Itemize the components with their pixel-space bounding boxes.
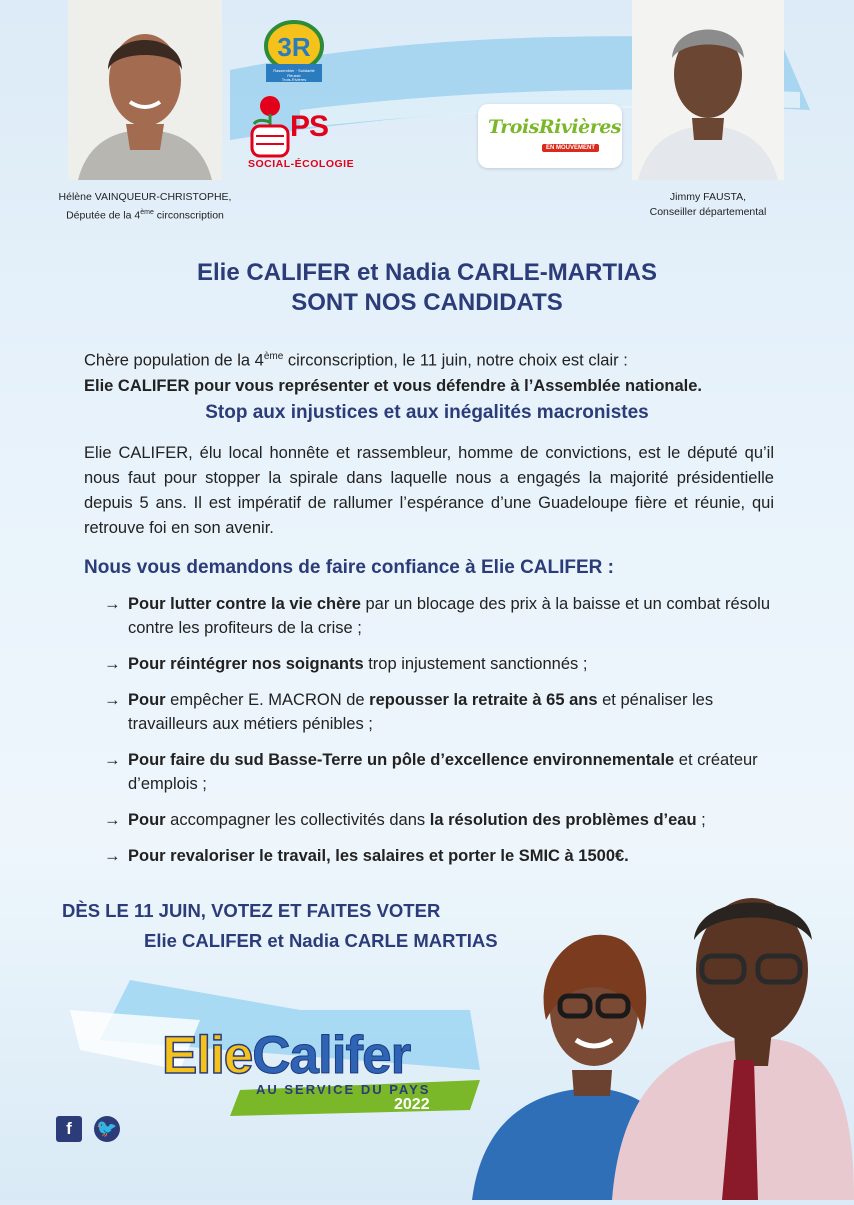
item-2-bold: Pour réintégrer nos soignants [128, 655, 364, 673]
trois-rivieres-tag: EN MOUVEMENT [542, 144, 599, 152]
photo-jimmy-fausta [632, 0, 784, 180]
list-item [104, 844, 776, 868]
list-item [104, 808, 776, 832]
item-4-bold: Pour faire du sud Basse-Terre un pôle d’excellence environnementale [128, 751, 675, 769]
logo-3r-line3: Trois-Rivières [281, 77, 307, 82]
intro-bold: Elie CALIFER pour vous représenter et vous défendre à l’Assemblée nationale. [84, 376, 703, 395]
item-5-text-2: ; [696, 811, 706, 829]
twitter-glyph: 🐦 [96, 1119, 118, 1138]
cta-line-2: Elie CALIFER et Nadia CARLE MARTIAS [144, 930, 498, 951]
item-3-text-2: et pénaliser les travailleurs aux métiers pénibles ; [128, 691, 714, 733]
logo-3r [262, 20, 326, 84]
item-6-bold: Pour revaloriser le travail, les salaires et porter le SMIC à 1500€. [128, 847, 629, 865]
rose-fist-icon [244, 94, 294, 158]
arrow-icon: → [104, 847, 121, 865]
ps-mark: PS [290, 110, 329, 143]
arrow-icon: → [104, 595, 121, 613]
item-3-text-1: empêcher E. MACRON de [165, 691, 370, 709]
left-person-name: Hélène VAINQUEUR-CHRISTOPHE, [58, 191, 232, 203]
twitter-icon[interactable] [94, 1116, 120, 1142]
subheading: Stop aux injustices et aux inégalités macronistes [205, 402, 649, 423]
right-person-role: Conseiller départemental [649, 206, 767, 218]
arrow-icon: → [104, 691, 121, 709]
cta-line-1: DÈS LE 11 JUIN, VOTEZ ET FAITES VOTER [62, 900, 441, 921]
right-person-name: Jimmy FAUSTA, [669, 191, 747, 203]
headline-line-2: SONT NOS CANDIDATS [291, 289, 563, 316]
list-item [104, 688, 776, 736]
left-role-prefix: Députée de la 4 [66, 209, 141, 222]
brand-first-name: Elie [162, 1026, 253, 1085]
logo-3r-mark: 3R [277, 32, 311, 62]
item-3-bold-2: repousser la retraite à 65 ans [369, 691, 598, 709]
logo-ps [244, 94, 356, 176]
commitments-list [104, 592, 776, 880]
arrow-icon: → [104, 655, 121, 673]
arrow-icon: → [104, 751, 121, 769]
intro-part-1: Chère population de la 4 [84, 351, 264, 370]
ps-subtitle: SOCIAL-ÉCOLOGIE [248, 158, 355, 170]
headline-line-1: Elie CALIFER et Nadia CARLE-MARTIAS [196, 259, 658, 286]
caption-right-person [608, 190, 808, 220]
trust-heading: Nous vous demandons de faire confiance à Elie CALIFER : [84, 557, 614, 578]
brand-tagline: AU SERVICE DU PAYS [256, 1082, 431, 1097]
brand-last-name: Califer [252, 1026, 411, 1085]
brand-year: 2022 [394, 1096, 430, 1113]
item-4-text: et créateur d’emplois ; [128, 751, 758, 793]
left-role-sup: ème [140, 209, 154, 216]
logo-3r-line1: Rassembler · Solidarité [273, 68, 315, 73]
arrow-icon: → [104, 811, 121, 829]
item-3-bold-1: Pour [128, 691, 166, 709]
brand-logo [162, 1026, 410, 1086]
item-5-bold-1: Pour [128, 811, 166, 829]
body-paragraph: Elie CALIFER, élu local honnête et rassembleur, homme de convictions, est le député qu’il nous faut pour stopper la spirale dans laquelle nous a engagés la majorité présidentielle depuis 5 ans. Il est impératif de rallumer l’espérance d’une Guadeloupe fière et réunie, qui retrouve foi en son avenir. [84, 444, 774, 537]
item-2-text: trop injustement sanctionnés ; [363, 655, 588, 673]
item-5-text-1: accompagner les collectivités dans [165, 811, 430, 829]
item-1-text: par un blocage des prix à la baisse et un combat résolu contre les profiteurs de la crise ; [128, 595, 770, 637]
left-person-role [40, 205, 250, 224]
list-item [104, 652, 776, 676]
facebook-glyph: f [66, 1119, 72, 1138]
logo-3r-line2: Réussir [287, 73, 301, 78]
photo-helene-vainqueur-christophe [68, 0, 222, 180]
logo-trois-rivieres [478, 104, 622, 168]
intro-paragraph [84, 344, 774, 399]
photo-candidates [472, 870, 854, 1200]
item-5-bold-2: la résolution des problèmes d’eau [429, 811, 697, 829]
caption-left-person [40, 190, 250, 224]
intro-sup: ème [263, 351, 284, 362]
intro-part-2: circonscription, le 11 juin, notre choix est clair : [283, 351, 628, 370]
left-role-suffix: circonscription [153, 209, 224, 222]
item-1-bold: Pour lutter contre la vie chère [128, 595, 361, 613]
facebook-icon[interactable] [56, 1116, 82, 1142]
list-item [104, 748, 776, 796]
list-item [104, 592, 776, 640]
trois-rivieres-name: TroisRivières [488, 116, 622, 138]
